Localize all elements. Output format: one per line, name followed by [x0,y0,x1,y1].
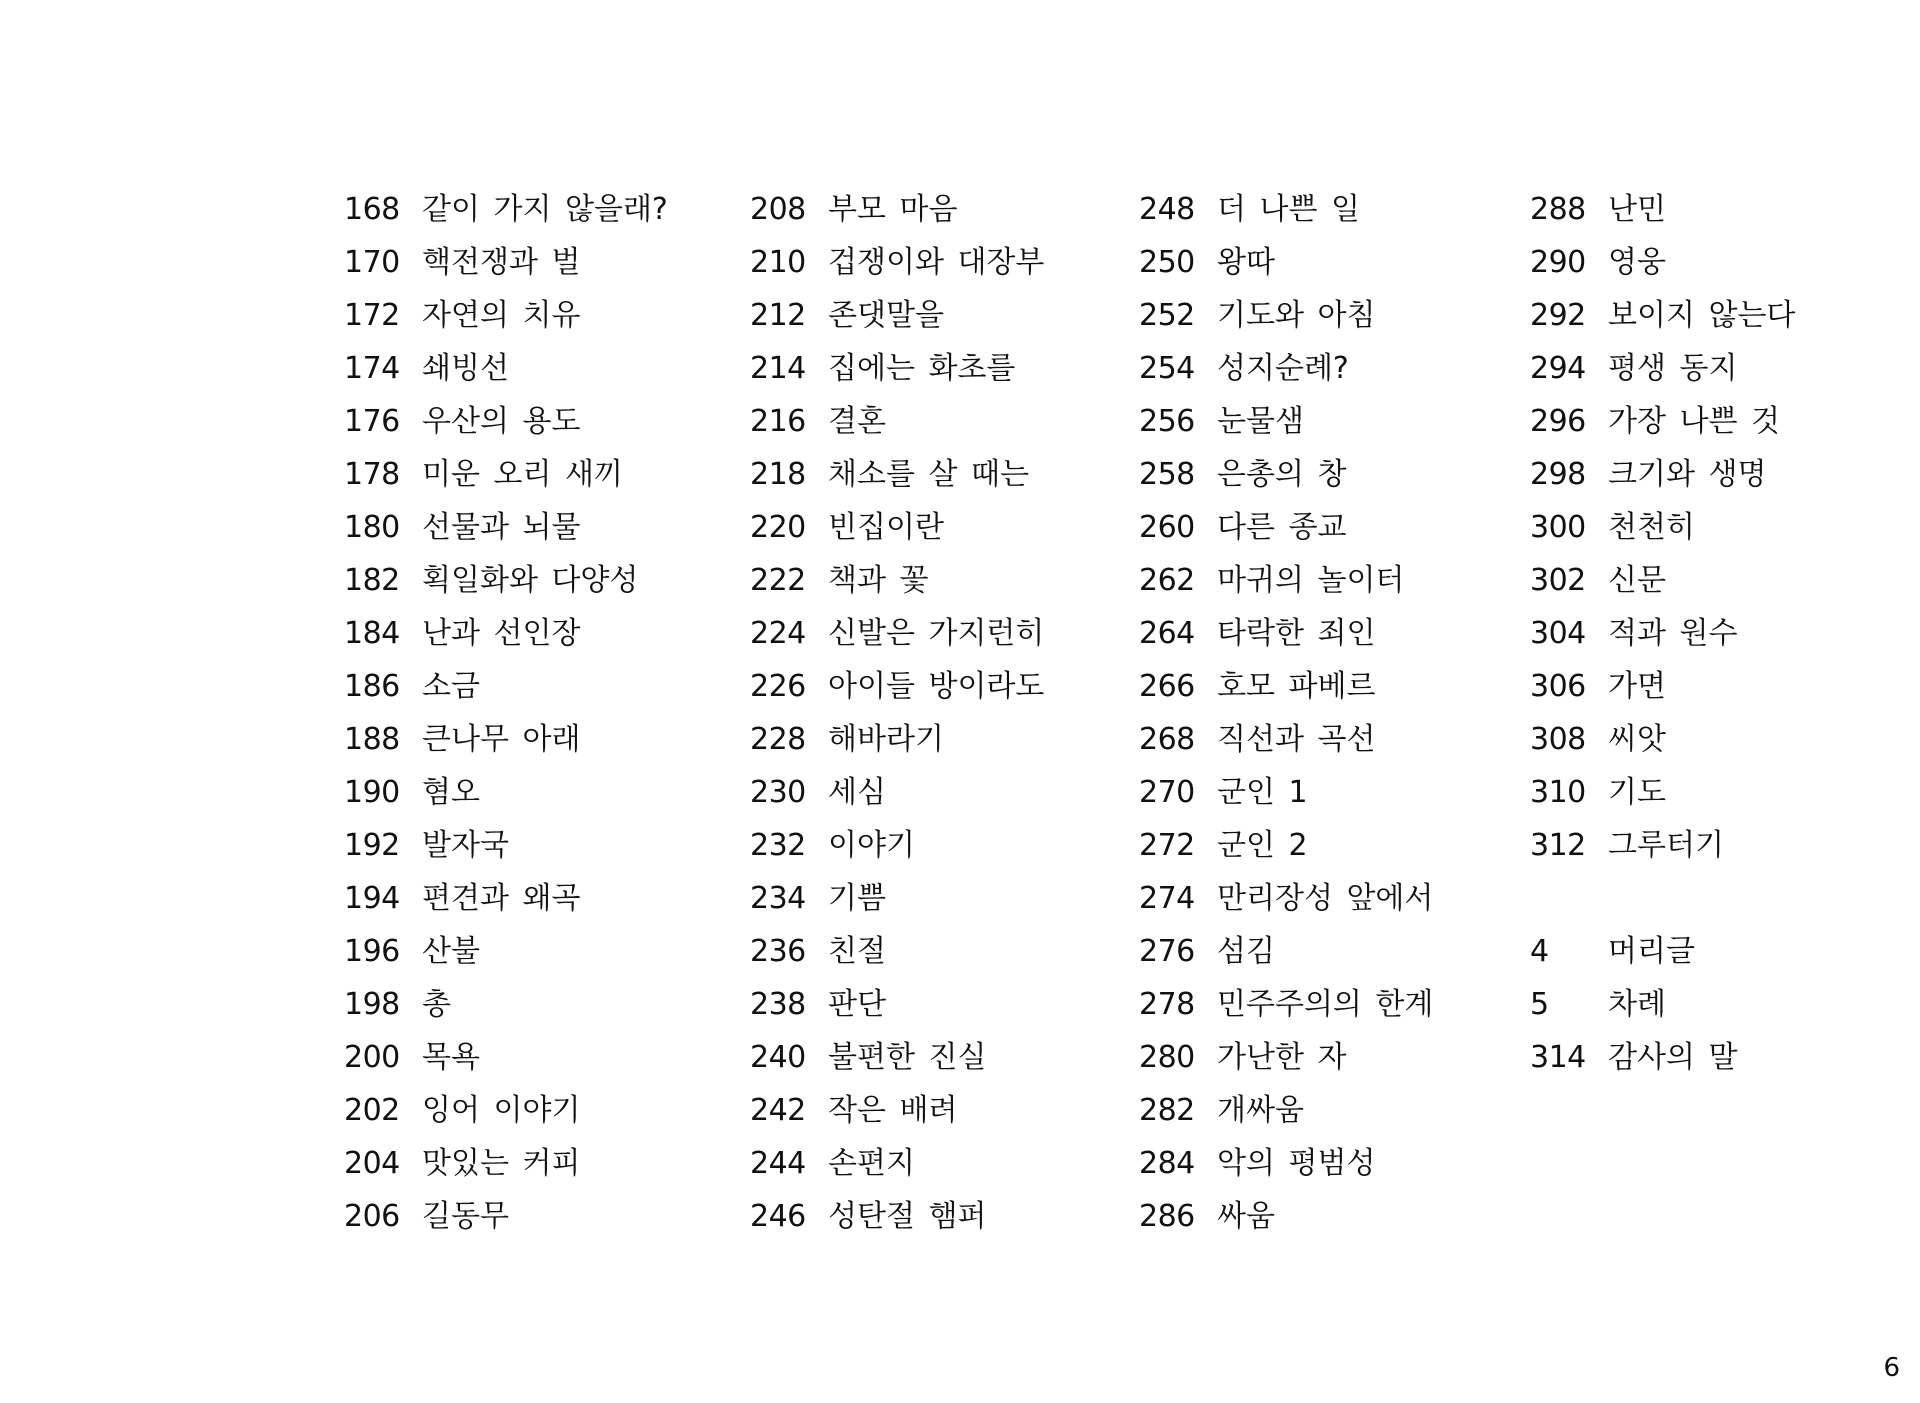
toc-entry-title: 성지순례? [1217,351,1349,386]
toc-entry-page: 182 [344,563,400,598]
toc-entry-title: 가장 나쁜 것 [1608,404,1780,439]
toc-entry-page: 172 [344,298,400,333]
toc-entry-page: 286 [1139,1199,1195,1234]
toc-entry [344,660,480,713]
toc-entry-title: 가면 [1608,669,1666,704]
toc-entry-page: 198 [344,987,400,1022]
toc-entry-page: 266 [1139,669,1195,704]
toc-entry-page: 260 [1139,510,1195,545]
toc-entry-page: 224 [750,616,806,651]
toc-entry-page: 282 [1139,1093,1195,1128]
toc-entry-title: 직선과 곡선 [1217,722,1376,757]
toc-entry [344,289,580,342]
toc-entry-page: 230 [750,775,806,810]
toc-entry-page: 310 [1530,775,1586,810]
toc-entry [344,236,580,289]
toc-entry-title: 큰나무 아래 [422,722,581,757]
toc-entry [750,819,915,872]
toc-entry-title: 싸움 [1217,1199,1275,1234]
toc-entry [344,395,580,448]
toc-entry-title: 차례 [1608,987,1666,1022]
toc-entry [1139,501,1346,554]
toc-entry-title: 획일화와 다양성 [422,563,639,598]
toc-entry-page: 306 [1530,669,1586,704]
toc-entry [750,607,1044,660]
toc-entry-page: 174 [344,351,400,386]
toc-entry-title: 해바라기 [828,722,944,757]
toc-entry [1139,872,1433,925]
toc-entry [344,872,580,925]
toc-entry [1530,236,1666,289]
toc-entry-page: 202 [344,1093,400,1128]
toc-entry-title: 은총의 창 [1217,457,1347,492]
toc-entry [750,978,886,1031]
toc-entry-page: 192 [344,828,400,863]
toc-entry [1139,660,1375,713]
toc-entry [1530,819,1724,872]
toc-entry-title: 크기와 생명 [1608,457,1767,492]
toc-entry-title: 가난한 자 [1217,1040,1347,1075]
toc-entry [1530,554,1666,607]
toc-entry [1530,766,1666,819]
toc-entry-page: 258 [1139,457,1195,492]
toc-entry-page: 186 [344,669,400,704]
toc-entry-page: 218 [750,457,806,492]
toc-entry [750,1137,915,1190]
toc-entry [344,713,580,766]
toc-entry-page: 190 [344,775,400,810]
toc-entry-title: 성탄절 햄퍼 [828,1199,987,1234]
toc-entry-page: 180 [344,510,400,545]
toc-entry-page: 298 [1530,457,1586,492]
toc-entry-page: 236 [750,934,806,969]
toc-entry-page: 288 [1530,192,1586,227]
toc-entry [1139,766,1308,819]
toc-entry-title: 기도와 아침 [1217,298,1376,333]
toc-entry-page: 196 [344,934,400,969]
toc-entry-page: 262 [1139,563,1195,598]
toc-entry [344,448,623,501]
toc-entry-page: 250 [1139,245,1195,280]
page-number: 6 [1883,1353,1900,1383]
toc-entry [1530,289,1795,342]
toc-entry-title: 마귀의 놀이터 [1217,563,1405,598]
toc-entry-page: 184 [344,616,400,651]
toc-entry-title: 씨앗 [1608,722,1666,757]
toc-entry-title: 같이 가지 않을래? [422,192,668,227]
toc-entry [344,766,480,819]
toc-entry-page: 256 [1139,404,1195,439]
toc-entry-page: 308 [1530,722,1586,757]
toc-entry-title: 산불 [422,934,480,969]
toc-entry [1139,1137,1375,1190]
toc-entry [1530,660,1666,713]
toc-entry [1139,607,1375,660]
toc-entry [1139,342,1349,395]
toc-entry-page: 280 [1139,1040,1195,1075]
toc-entry-title: 난민 [1608,192,1666,227]
toc-entry-page: 204 [344,1146,400,1181]
toc-entry-title: 개싸움 [1217,1093,1304,1128]
toc-entry-title: 섬김 [1217,934,1275,969]
toc-entry-page: 302 [1530,563,1586,598]
toc-entry-title: 아이들 방이라도 [828,669,1045,704]
toc-entry-page: 194 [344,881,400,916]
toc-entry-page: 242 [750,1093,806,1128]
toc-entry-title: 존댓말을 [828,298,944,333]
toc-entry [1530,395,1780,448]
toc-entry-page: 216 [750,404,806,439]
toc-entry-title: 편견과 왜곡 [422,881,581,916]
toc-entry-title: 판단 [828,987,886,1022]
toc-entry [1530,925,1695,978]
toc-entry-title: 이야기 [828,828,915,863]
toc-entry-title: 맛있는 커피 [422,1146,581,1181]
toc-entry [1530,1031,1737,1084]
toc-entry-title: 쇄빙선 [422,351,509,386]
toc-entry [1530,342,1737,395]
toc-entry-page: 294 [1530,351,1586,386]
toc-entry-title: 기도 [1608,775,1666,810]
toc-entry [344,501,580,554]
toc-entry [1530,501,1695,554]
toc-entry-title: 영웅 [1608,245,1666,280]
toc-entry-title: 겁쟁이와 대장부 [828,245,1045,280]
toc-entry [1139,978,1433,1031]
toc-entry-page: 226 [750,669,806,704]
toc-entry [344,1031,480,1084]
toc-entry-page: 304 [1530,616,1586,651]
toc-entry-title: 눈물샘 [1217,404,1304,439]
toc-entry [750,554,928,607]
toc-entry-title: 평생 동지 [1608,351,1738,386]
toc-entry-title: 발자국 [422,828,509,863]
toc-entry-title: 결혼 [828,404,886,439]
toc-entry-title: 불편한 진실 [828,1040,987,1075]
toc-entry [1530,978,1666,1031]
toc-entry-title: 민주주의의 한계 [1217,987,1434,1022]
toc-entry-page: 214 [750,351,806,386]
toc-entry-page: 200 [344,1040,400,1075]
toc-entry-page: 296 [1530,404,1586,439]
toc-entry [750,1190,986,1243]
toc-entry-page: 5 [1530,987,1549,1022]
toc-entry-page: 254 [1139,351,1195,386]
toc-entry-page: 240 [750,1040,806,1075]
toc-entry-page: 210 [750,245,806,280]
toc-entry-page: 228 [750,722,806,757]
toc-entry-title: 잉어 이야기 [422,1093,581,1128]
toc-entry-title: 부모 마음 [828,192,958,227]
toc-entry [1139,1031,1346,1084]
toc-entry-title: 작은 배려 [828,1093,958,1128]
toc-entry-page: 4 [1530,934,1549,969]
toc-entry [344,925,480,978]
toc-entry [750,395,886,448]
toc-entry [344,342,509,395]
toc-entry-title: 감사의 말 [1608,1040,1738,1075]
toc-entry-title: 그루터기 [1608,828,1724,863]
toc-entry [1530,713,1666,766]
toc-entry-page: 176 [344,404,400,439]
toc-entry-page: 312 [1530,828,1586,863]
toc-entry [750,183,957,236]
toc-entry-title: 군인 2 [1217,828,1308,863]
toc-entry-title: 신발은 가지런히 [828,616,1045,651]
toc-entry-title: 손편지 [828,1146,915,1181]
toc-entry [750,501,944,554]
toc-entry-page: 178 [344,457,400,492]
toc-entry [1139,236,1275,289]
toc-entry [1530,448,1766,501]
toc-entry [1139,1190,1275,1243]
toc-entry-page: 220 [750,510,806,545]
toc-entry [1139,448,1346,501]
toc-entry-page: 270 [1139,775,1195,810]
toc-entry [344,1137,580,1190]
toc-entry [750,1084,957,1137]
toc-entry-page: 238 [750,987,806,1022]
toc-entry-title: 집에는 화초를 [828,351,1016,386]
toc-entry [750,236,1044,289]
toc-entry [750,1031,986,1084]
toc-entry [1530,183,1666,236]
toc-entry-page: 264 [1139,616,1195,651]
toc-entry-title: 소금 [422,669,480,704]
toc-entry [344,183,668,236]
toc-entry-title: 만리장성 앞에서 [1217,881,1434,916]
toc-entry [344,1084,580,1137]
toc-entry-title: 선물과 뇌물 [422,510,581,545]
toc-entry-title: 책과 꽃 [828,563,929,598]
toc-entry-title: 우산의 용도 [422,404,581,439]
toc-entry-title: 신문 [1608,563,1666,598]
toc-entry-title: 총 [422,987,451,1022]
toc-entry-title: 기쁨 [828,881,886,916]
toc-entry [750,289,944,342]
toc-entry-page: 246 [750,1199,806,1234]
toc-entry-title: 채소를 살 때는 [828,457,1029,492]
toc-entry-title: 호모 파베르 [1217,669,1376,704]
toc-entry-title: 자연의 치유 [422,298,581,333]
toc-entry [344,554,638,607]
toc-entry-page: 206 [344,1199,400,1234]
toc-entry-title: 빈집이란 [828,510,944,545]
toc-entry-page: 170 [344,245,400,280]
toc-entry-title: 타락한 죄인 [1217,616,1376,651]
toc-entry-page: 248 [1139,192,1195,227]
toc-entry-page: 222 [750,563,806,598]
toc-entry [750,925,886,978]
toc-entry [344,819,509,872]
toc-entry-page: 234 [750,881,806,916]
toc-entry-page: 272 [1139,828,1195,863]
toc-entry-title: 난과 선인장 [422,616,581,651]
toc-entry-page: 268 [1139,722,1195,757]
toc-entry-page: 284 [1139,1146,1195,1181]
toc-entry [750,766,886,819]
toc-entry-page: 212 [750,298,806,333]
toc-entry-title: 친절 [828,934,886,969]
toc-entry-title: 보이지 않는다 [1608,298,1796,333]
toc-entry-page: 232 [750,828,806,863]
toc-entry-page: 168 [344,192,400,227]
toc-entry-title: 왕따 [1217,245,1275,280]
toc-entry [750,342,1015,395]
toc-entry-title: 군인 1 [1217,775,1308,810]
toc-entry-page: 292 [1530,298,1586,333]
toc-entry-title: 더 나쁜 일 [1217,192,1360,227]
toc-entry-title: 목욕 [422,1040,480,1075]
toc-entry-page: 244 [750,1146,806,1181]
toc-entry-page: 276 [1139,934,1195,969]
toc-entry-title: 혐오 [422,775,480,810]
toc-entry [1139,289,1375,342]
toc-entry [1530,607,1737,660]
toc-entry [1139,925,1275,978]
toc-entry [1139,395,1304,448]
table-of-contents [0,183,1920,1263]
toc-entry-page: 300 [1530,510,1586,545]
toc-entry-title: 악의 평범성 [1217,1146,1376,1181]
toc-entry-title: 세심 [828,775,886,810]
toc-entry-title: 길동무 [422,1199,509,1234]
toc-entry [344,978,451,1031]
toc-entry-page: 252 [1139,298,1195,333]
toc-entry [750,448,1029,501]
toc-entry [1139,183,1360,236]
toc-entry-title: 핵전쟁과 벌 [422,245,581,280]
toc-entry [750,713,944,766]
toc-entry [1139,713,1375,766]
toc-entry-title: 다른 종교 [1217,510,1347,545]
toc-entry-title: 머리글 [1608,934,1695,969]
toc-entry-title: 적과 원수 [1608,616,1738,651]
toc-entry-page: 188 [344,722,400,757]
toc-entry [750,660,1044,713]
toc-entry [344,1190,509,1243]
toc-entry [1139,554,1404,607]
toc-entry [1139,1084,1304,1137]
toc-entry-page: 290 [1530,245,1586,280]
toc-entry-page: 274 [1139,881,1195,916]
toc-entry-title: 천천히 [1608,510,1695,545]
toc-entry-page: 278 [1139,987,1195,1022]
toc-entry-page: 208 [750,192,806,227]
toc-entry-page: 314 [1530,1040,1586,1075]
toc-entry [344,607,580,660]
toc-entry [750,872,886,925]
toc-entry [1139,819,1308,872]
toc-entry-title: 미운 오리 새끼 [422,457,623,492]
